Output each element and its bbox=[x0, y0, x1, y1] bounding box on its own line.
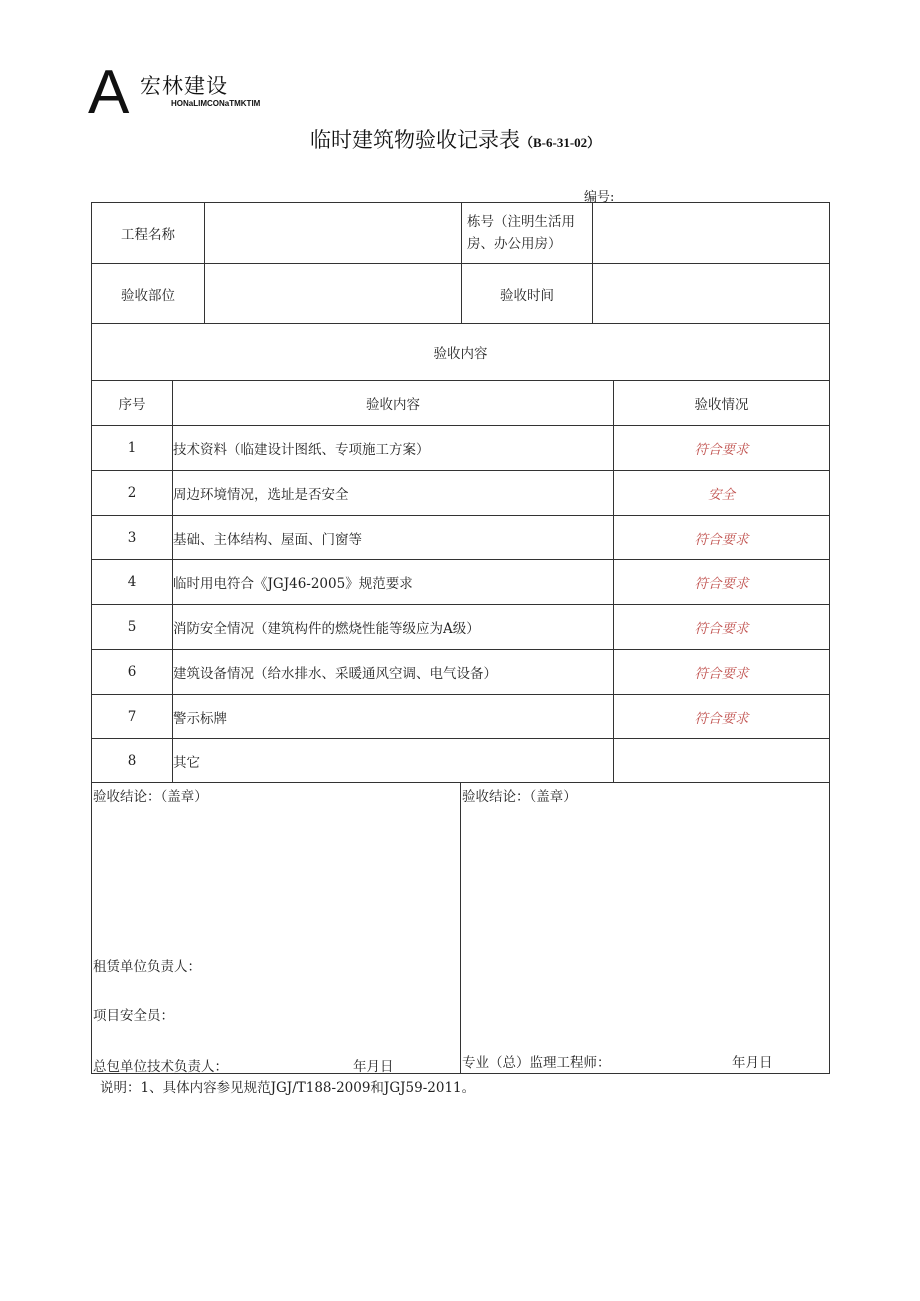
row-6-no: 6 bbox=[127, 664, 137, 680]
left-conclusion-title: 验收结论：（盖章） bbox=[93, 789, 208, 805]
row-8-no: 8 bbox=[127, 752, 137, 769]
acceptance-record-table bbox=[91, 202, 830, 1074]
column-header-result: 验收情况 bbox=[694, 397, 749, 413]
column-header-no: 序号 bbox=[118, 397, 146, 413]
acceptance-time-value bbox=[593, 264, 829, 323]
project-name-value bbox=[205, 203, 461, 263]
row-2-result: 安全 bbox=[708, 487, 735, 503]
row-8-result bbox=[614, 739, 829, 782]
row-4-content: 临时用电符合《JGJ46-2005》规范要求 bbox=[173, 576, 413, 592]
building-number-label-line1: 栋号（注明生活用 bbox=[467, 214, 575, 230]
row-1-no: 1 bbox=[127, 440, 137, 456]
row-3-no: 3 bbox=[127, 529, 137, 546]
row-6-content: 建筑设备情况（给水排水、采暖通风空调、电气设备） bbox=[173, 666, 497, 682]
form-title: 临时建筑物验收记录表 bbox=[310, 128, 520, 152]
row-8-content: 其它 bbox=[173, 754, 200, 771]
right-date-label: 年月日 bbox=[732, 1055, 773, 1071]
row-7-content: 警示标牌 bbox=[173, 710, 227, 727]
column-divider bbox=[460, 782, 461, 1073]
building-number-value bbox=[593, 203, 829, 263]
right-conclusion-title: 验收结论：（盖章） bbox=[462, 789, 577, 805]
row-1-content: 技术资料（临建设计图纸、专项施工方案） bbox=[173, 442, 430, 458]
company-logo-subtitle: HONaLIMCONaTMKTIM bbox=[171, 99, 261, 108]
building-number-label bbox=[467, 203, 592, 263]
general-contractor-tech-label: 总包单位技术负责人： bbox=[93, 1059, 228, 1075]
row-1-result: 符合要求 bbox=[694, 442, 749, 458]
form-number-label: 编号: bbox=[584, 190, 615, 205]
row-3-result: 符合要求 bbox=[694, 531, 749, 548]
footnote: 说明：1、具体内容参见规范JGJ/T188-2009和JGJ59-2011。 bbox=[100, 1080, 476, 1096]
building-number-label-line2: 房、办公用房） bbox=[467, 236, 562, 252]
row-7-no: 7 bbox=[127, 708, 137, 725]
project-safety-officer-label: 项目安全员： bbox=[93, 1008, 174, 1024]
section-title: 验收内容 bbox=[433, 346, 488, 362]
row-4-no: 4 bbox=[127, 574, 137, 590]
row-7-result: 符合要求 bbox=[694, 710, 749, 727]
company-logo-name: 宏林建设 bbox=[140, 74, 228, 98]
acceptance-part-value bbox=[205, 264, 461, 323]
column-header-content: 验收内容 bbox=[366, 397, 420, 413]
company-logo-letter: A bbox=[88, 58, 130, 127]
page-title bbox=[310, 124, 600, 154]
supervisor-engineer-label: 专业（总）监理工程师： bbox=[462, 1055, 611, 1071]
row-3-content: 基础、主体结构、屋面、门窗等 bbox=[173, 531, 362, 548]
form-code: （B-6-31-02） bbox=[520, 135, 601, 150]
acceptance-time-label: 验收时间 bbox=[500, 287, 554, 304]
row-4-result: 符合要求 bbox=[694, 576, 749, 592]
row-5-no: 5 bbox=[127, 619, 137, 635]
row-5-content: 消防安全情况（建筑构件的燃烧性能等级应为A级） bbox=[173, 621, 480, 637]
left-date-label: 年月日 bbox=[353, 1059, 394, 1075]
row-6-result: 符合要求 bbox=[694, 666, 749, 682]
row-2-content: 周边环境情况，选址是否安全 bbox=[173, 487, 349, 503]
row-5-result: 符合要求 bbox=[694, 621, 749, 637]
acceptance-part-label: 验收部位 bbox=[121, 287, 175, 304]
lessor-responsible-label: 租赁单位负责人： bbox=[93, 959, 201, 975]
project-name-label: 工程名称 bbox=[121, 227, 175, 243]
row-2-no: 2 bbox=[127, 485, 137, 501]
